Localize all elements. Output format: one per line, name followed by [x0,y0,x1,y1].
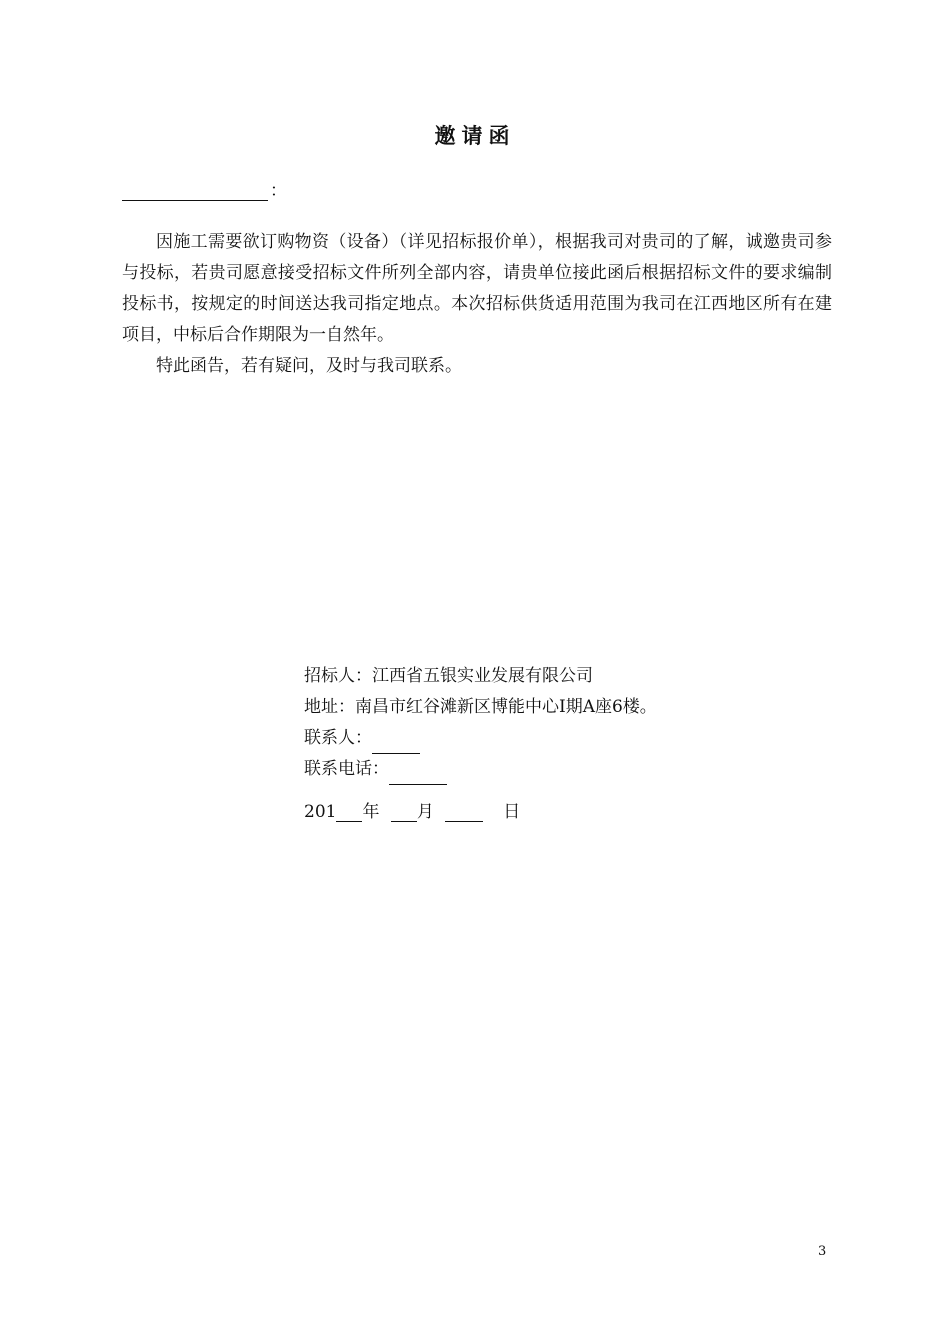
date-month-blank [391,803,417,822]
body-paragraph-2: 特此函告，若有疑问，及时与我司联系。 [156,356,462,376]
date-year-prefix: 201 [304,802,337,822]
contact-label: 联系人： [304,728,372,748]
document-title: 邀请函 [434,123,516,148]
date-year-unit: 年 [362,802,380,822]
address-line [304,692,657,723]
date-line [304,797,520,822]
date-day-blank [445,803,483,822]
address-label: 地址： [304,697,355,717]
salutation-colon: ： [270,181,287,201]
recipient-blank [122,184,268,201]
contact-blank [372,735,420,754]
tenderer-value: 江西省五银实业发展有限公司 [372,666,593,686]
tenderer-label: 招标人： [304,666,372,686]
address-value: 南昌市红谷滩新区博能中心Ⅰ期A座6楼。 [355,697,657,717]
date-month-unit: 月 [416,802,434,822]
date-day-unit: 日 [503,802,521,822]
issuer-block [304,661,657,785]
salutation-line [122,176,287,201]
phone-blank [389,766,447,785]
tenderer-line [304,661,657,692]
body-paragraph-1: 因施工需要欲订购物资（设备）（详见招标报价单），根据我司对贵司的了解，诚邀贵司参与投标，若贵司愿意接受招标文件所列全部内容，请贵单位接此函后根据招标文件的要求编制投标书，按规定的时间送达我司指定地点。本次招标供货适用范围为我司在江西地区所有在建项目，中标后合作期限为一自然年。 [122,232,832,345]
phone-label: 联系电话： [304,759,389,779]
letter-body [122,227,832,382]
contact-line [304,723,657,754]
page-number: 3 [818,1244,827,1259]
date-year-blank [336,803,362,822]
phone-line [304,754,657,785]
